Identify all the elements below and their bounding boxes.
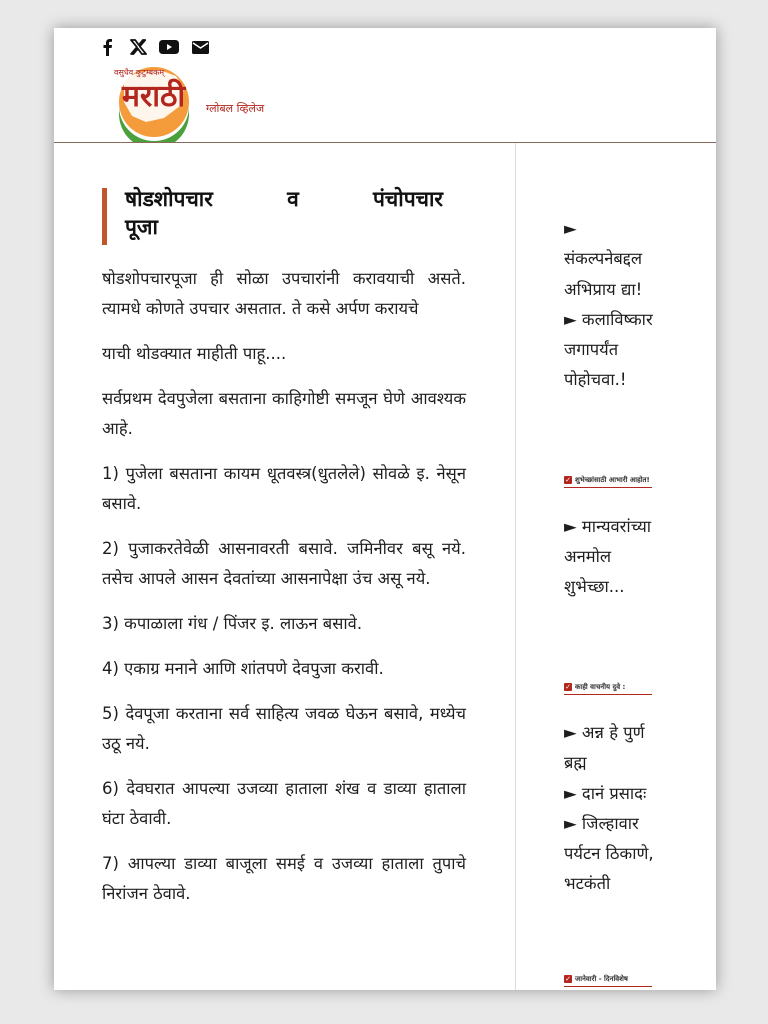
logo-subtitle: ग्लोबल व्हिलेज <box>206 102 265 115</box>
checkbox-icon: ✓ <box>565 683 571 691</box>
article-title <box>125 185 443 241</box>
sidebar-link-tourism[interactable]: भटकंती <box>564 874 611 893</box>
article-paragraph: 5) देवपूजा करताना सर्व साहित्य जवळ घेऊन बसावे, मध्येच उठू नये. <box>102 704 466 753</box>
article-title-line1: षोडशोपचार व पंचोपचार <box>125 187 443 211</box>
sidebar-heading-label: शुभेच्छांसाठी आभारी आहोत! <box>575 476 650 484</box>
sidebar-heading-label: काही वाचनीय दुवे : <box>575 683 626 691</box>
header-divider <box>54 142 716 143</box>
sidebar-heading-rule <box>564 487 652 488</box>
article-paragraph: षोडशोपचारपूजा ही सोळा उपचारांनी करावयाची असते. त्यामधे कोणते उपचार असतात. ते कसे अर्पण करायचे <box>102 269 466 318</box>
sidebar-heading-rule <box>564 986 652 987</box>
article-title-line2: पूजा <box>125 215 158 239</box>
article-paragraph: 2) पुजाकरतेवेळी आसनावरती बसावे. जमिनीवर बसू नये. तसेच आपले आसन देवतांच्या आसनापेक्षा उंच असू नये. <box>102 539 466 588</box>
article-paragraph: 6) देवघरात आपल्या उजव्या हाताला शंख व डाव्या हाताला घंटा ठेवावी. <box>102 779 466 828</box>
sidebar-link-wishes[interactable]: अनमोल <box>564 547 612 566</box>
article-paragraph: 1) पुजेला बसताना कायम धूतवस्त्र(धुतलेले) सोवळे इ. नेसून बसावे. <box>102 464 466 513</box>
sidebar-link-art[interactable]: पोहोचवा.! <box>564 370 627 389</box>
sidebar-arrow: ► <box>564 219 577 238</box>
facebook-icon[interactable] <box>96 36 118 58</box>
article-paragraph: 4) एकाग्र मनाने आणि शांतपणे देवपुजा करावी. <box>102 659 384 678</box>
x-twitter-icon[interactable] <box>127 36 149 58</box>
email-icon[interactable] <box>189 36 211 58</box>
sidebar-link-art[interactable]: जगापर्यंत <box>564 340 619 359</box>
article-body <box>102 264 466 924</box>
sidebar-link-wishes[interactable]: ► मान्यवरांच्या <box>564 517 652 536</box>
article-paragraph: 7) आपल्या डाव्या बाजूला समई व उजव्या हाताला तुपाचे निरांजन ठेवावे. <box>102 854 466 903</box>
checkbox-icon: ✓ <box>565 476 571 484</box>
sidebar-link-feedback[interactable]: अभिप्राय द्या! <box>564 280 643 299</box>
article-paragraph: सर्वप्रथम देवपुजेला बसताना काहिगोष्टी समजून घेणे आवश्यक आहे. <box>102 389 466 438</box>
sidebar-link-wishes[interactable]: शुभेच्छा... <box>564 577 625 596</box>
sidebar-heading-wishes <box>564 475 650 485</box>
youtube-icon[interactable] <box>158 36 180 58</box>
sidebar-link-danam[interactable]: ► दानं प्रसादः <box>564 784 647 803</box>
sidebar-link-tourism[interactable]: पर्यटन ठिकाणे, <box>564 844 654 863</box>
sidebar-heading-rule <box>564 694 652 695</box>
article-paragraph: याची थोडक्यात माहीती पाहू.... <box>102 344 287 363</box>
social-links <box>96 36 211 58</box>
sidebar-link-art[interactable]: ► कलाविष्कार <box>564 310 653 329</box>
page-container <box>54 28 716 990</box>
article-paragraph: 3) कपाळाला गंध / पिंजर इ. लाऊन बसावे. <box>102 614 363 633</box>
sidebar-link-feedback[interactable]: संकल्पनेबद्दल <box>564 249 643 268</box>
logo-name: मराठी <box>122 79 186 114</box>
sidebar-heading-label: जानेवारी - दिनविशेष <box>575 975 628 983</box>
sidebar-heading-january <box>564 974 628 984</box>
site-logo[interactable] <box>102 62 292 142</box>
sidebar-link-tourism[interactable]: ► जिल्हावार <box>564 814 639 833</box>
column-divider <box>515 143 516 990</box>
sidebar-link-anna[interactable]: ब्रह्म <box>564 753 587 772</box>
logo-tagline: वसुधैव कुटुम्बकम् <box>114 68 165 77</box>
title-accent-bar <box>102 188 107 245</box>
checkbox-icon: ✓ <box>565 975 571 983</box>
sidebar-heading-links <box>564 682 625 692</box>
sidebar-link-anna[interactable]: ► अन्न हे पुर्ण <box>564 723 645 742</box>
